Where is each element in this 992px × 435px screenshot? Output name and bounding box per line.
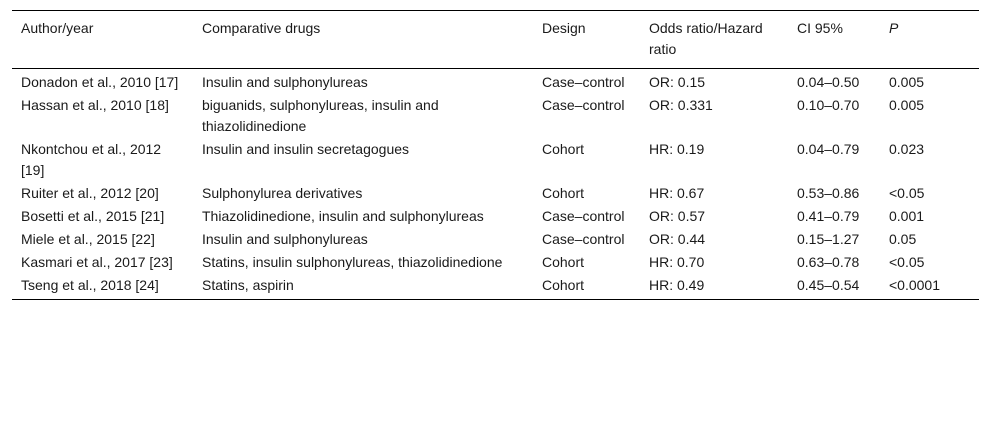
- cell-comparative-drugs: Statins, insulin sulphonylureas, thiazolidinedione: [202, 254, 503, 270]
- table-row: [12, 205, 979, 228]
- table-body: [12, 69, 979, 300]
- cell-comparative-drugs: Insulin and sulphonylureas: [202, 74, 368, 90]
- cell-author-year: Miele et al., 2015 [22]: [21, 231, 155, 247]
- cell-p-value: 0.005: [889, 97, 925, 113]
- cell-comparative-drugs: Sulphonylurea derivatives: [202, 185, 363, 201]
- cell-p-value: <0.0001: [880, 274, 979, 300]
- cell-p-value: 0.023: [889, 141, 925, 157]
- cell-comparative-drugs: Statins, aspirin: [193, 274, 533, 300]
- cell-design: Cohort: [533, 274, 640, 300]
- cell-ratio: HR: 0.70: [649, 254, 705, 270]
- header-author-year: Author/year: [12, 11, 193, 69]
- table-row: [12, 182, 979, 205]
- header-ci-95: CI 95%: [788, 11, 880, 69]
- table-row: [12, 69, 979, 95]
- cell-design: Case–control: [542, 74, 625, 90]
- header-row: [12, 11, 979, 69]
- cell-author-year: Hassan et al., 2010 [18]: [21, 97, 169, 113]
- cell-p-value: 0.05: [889, 231, 917, 247]
- cell-ratio: OR: 0.331: [649, 97, 713, 113]
- cell-design: Case–control: [542, 208, 625, 224]
- cell-ci: 0.45–0.54: [788, 274, 880, 300]
- cell-p-value: 0.005: [889, 74, 925, 90]
- cell-author-year: Ruiter et al., 2012 [20]: [21, 185, 159, 201]
- cell-design: Cohort: [542, 141, 585, 157]
- cell-ratio: OR: 0.15: [649, 74, 706, 90]
- cell-design: Cohort: [542, 254, 585, 270]
- cell-ratio: HR: 0.19: [649, 141, 705, 157]
- cell-p-value: <0.05: [889, 185, 925, 201]
- table-header: [12, 11, 979, 69]
- cell-comparative-drugs: Insulin and insulin secretagogues: [202, 141, 410, 157]
- cell-ci: 0.15–1.27: [797, 231, 860, 247]
- header-comparative-drugs: Comparative drugs: [193, 11, 533, 69]
- cell-ratio: HR: 0.67: [649, 185, 705, 201]
- cell-ratio: OR: 0.44: [649, 231, 706, 247]
- table-row: [12, 251, 979, 274]
- cell-comparative-drugs: biguanids, sulphonylureas, insulin and thiazolidinedione: [202, 97, 439, 134]
- table-row: [12, 138, 979, 182]
- cell-ratio: OR: 0.57: [649, 208, 706, 224]
- cell-author-year: Tseng et al., 2018 [24]: [12, 274, 193, 300]
- header-odds-hazard-ratio: Odds ratio/Hazard ratio: [640, 11, 788, 69]
- results-table: [12, 10, 979, 300]
- table-row: [12, 228, 979, 251]
- header-p-value: P: [880, 11, 979, 69]
- cell-comparative-drugs: Insulin and sulphonylureas: [202, 231, 368, 247]
- cell-ci: 0.63–0.78: [797, 254, 860, 270]
- table-row: [12, 274, 979, 300]
- cell-author-year: Kasmari et al., 2017 [23]: [21, 254, 173, 270]
- cell-author-year: Bosetti et al., 2015 [21]: [21, 208, 165, 224]
- cell-p-value: 0.001: [889, 208, 925, 224]
- cell-ratio: HR: 0.49: [640, 274, 788, 300]
- cell-p-value: <0.05: [889, 254, 925, 270]
- cell-design: Case–control: [542, 231, 625, 247]
- cell-design: Cohort: [542, 185, 585, 201]
- table-row: [12, 94, 979, 138]
- cell-ci: 0.41–0.79: [797, 208, 860, 224]
- cell-design: Case–control: [542, 97, 625, 113]
- header-design: Design: [533, 11, 640, 69]
- cell-comparative-drugs: Thiazolidinedione, insulin and sulphonylureas: [202, 208, 484, 224]
- cell-author-year: Nkontchou et al., 2012 [19]: [21, 141, 162, 178]
- cell-ci: 0.04–0.79: [797, 141, 860, 157]
- cell-ci: 0.53–0.86: [797, 185, 860, 201]
- cell-author-year: Donadon et al., 2010 [17]: [21, 74, 179, 90]
- cell-ci: 0.04–0.50: [797, 74, 860, 90]
- cell-ci: 0.10–0.70: [797, 97, 860, 113]
